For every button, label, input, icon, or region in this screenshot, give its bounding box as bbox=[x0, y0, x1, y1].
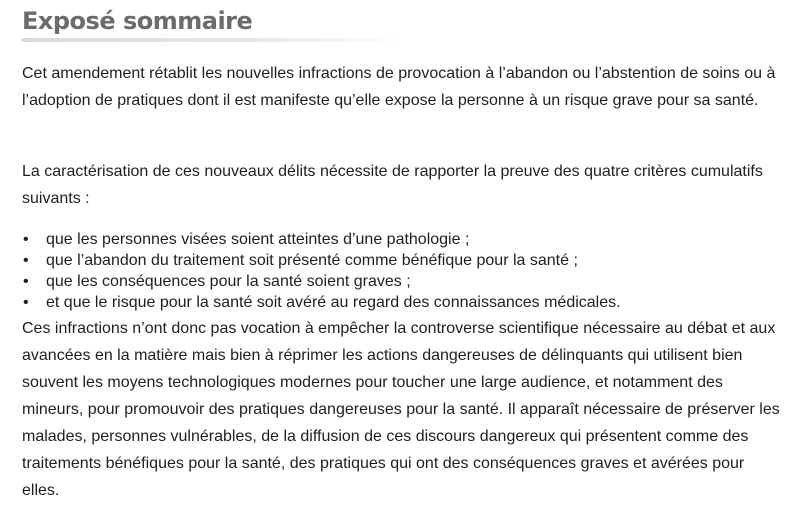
criteria-intro-paragraph: La caractérisation de ces nouveaux délits nécessite de rapporter la preuve des quatre critères cumulatifs suivants : bbox=[22, 163, 763, 207]
intro-paragraph: Cet amendement rétablit les nouvelles infractions de provocation à l’abandon ou l’abstention de soins ou à l’adoption de pratiques dont il est manifeste qu’elle expose la personne à un risque grave pour sa santé. bbox=[22, 65, 776, 109]
criteria-list-item: • et que le risque pour la santé soit avéré au regard des connaissances médicales. bbox=[22, 292, 782, 313]
criteria-list bbox=[22, 229, 782, 313]
criteria-list-item: • que les personnes visées soient atteintes d’une pathologie ; bbox=[22, 229, 782, 250]
expose-sommaire-section bbox=[22, 0, 782, 499]
criteria-list-item: • que les conséquences pour la santé soient graves ; bbox=[22, 271, 782, 292]
criteria-list-item: • que l’abandon du traitement soit présenté comme bénéfique pour la santé ; bbox=[22, 250, 782, 271]
conclusion-paragraph: Ces infractions n’ont donc pas vocation à empêcher la controverse scientifique nécessaire au débat et aux avancées en la matière mais bien à réprimer les actions dangereuses de délinquants qui utilisent bien souvent les moyens technologiques modernes pour toucher une large audience, et notamment des mineurs, pour promouvoir des pratiques dangereuses pour la santé. Il apparaît nécessaire de préserver les malades, personnes vulnérables, de la diffusion de ces discours dangereux qui présentent comme des traitements bénéfiques pour la santé, des pratiques qui ont des conséquences graves et avérées pour elles. bbox=[22, 320, 780, 499]
section-header bbox=[22, 0, 782, 44]
section-title: Exposé sommaire bbox=[22, 7, 253, 35]
title-underline bbox=[22, 38, 402, 42]
